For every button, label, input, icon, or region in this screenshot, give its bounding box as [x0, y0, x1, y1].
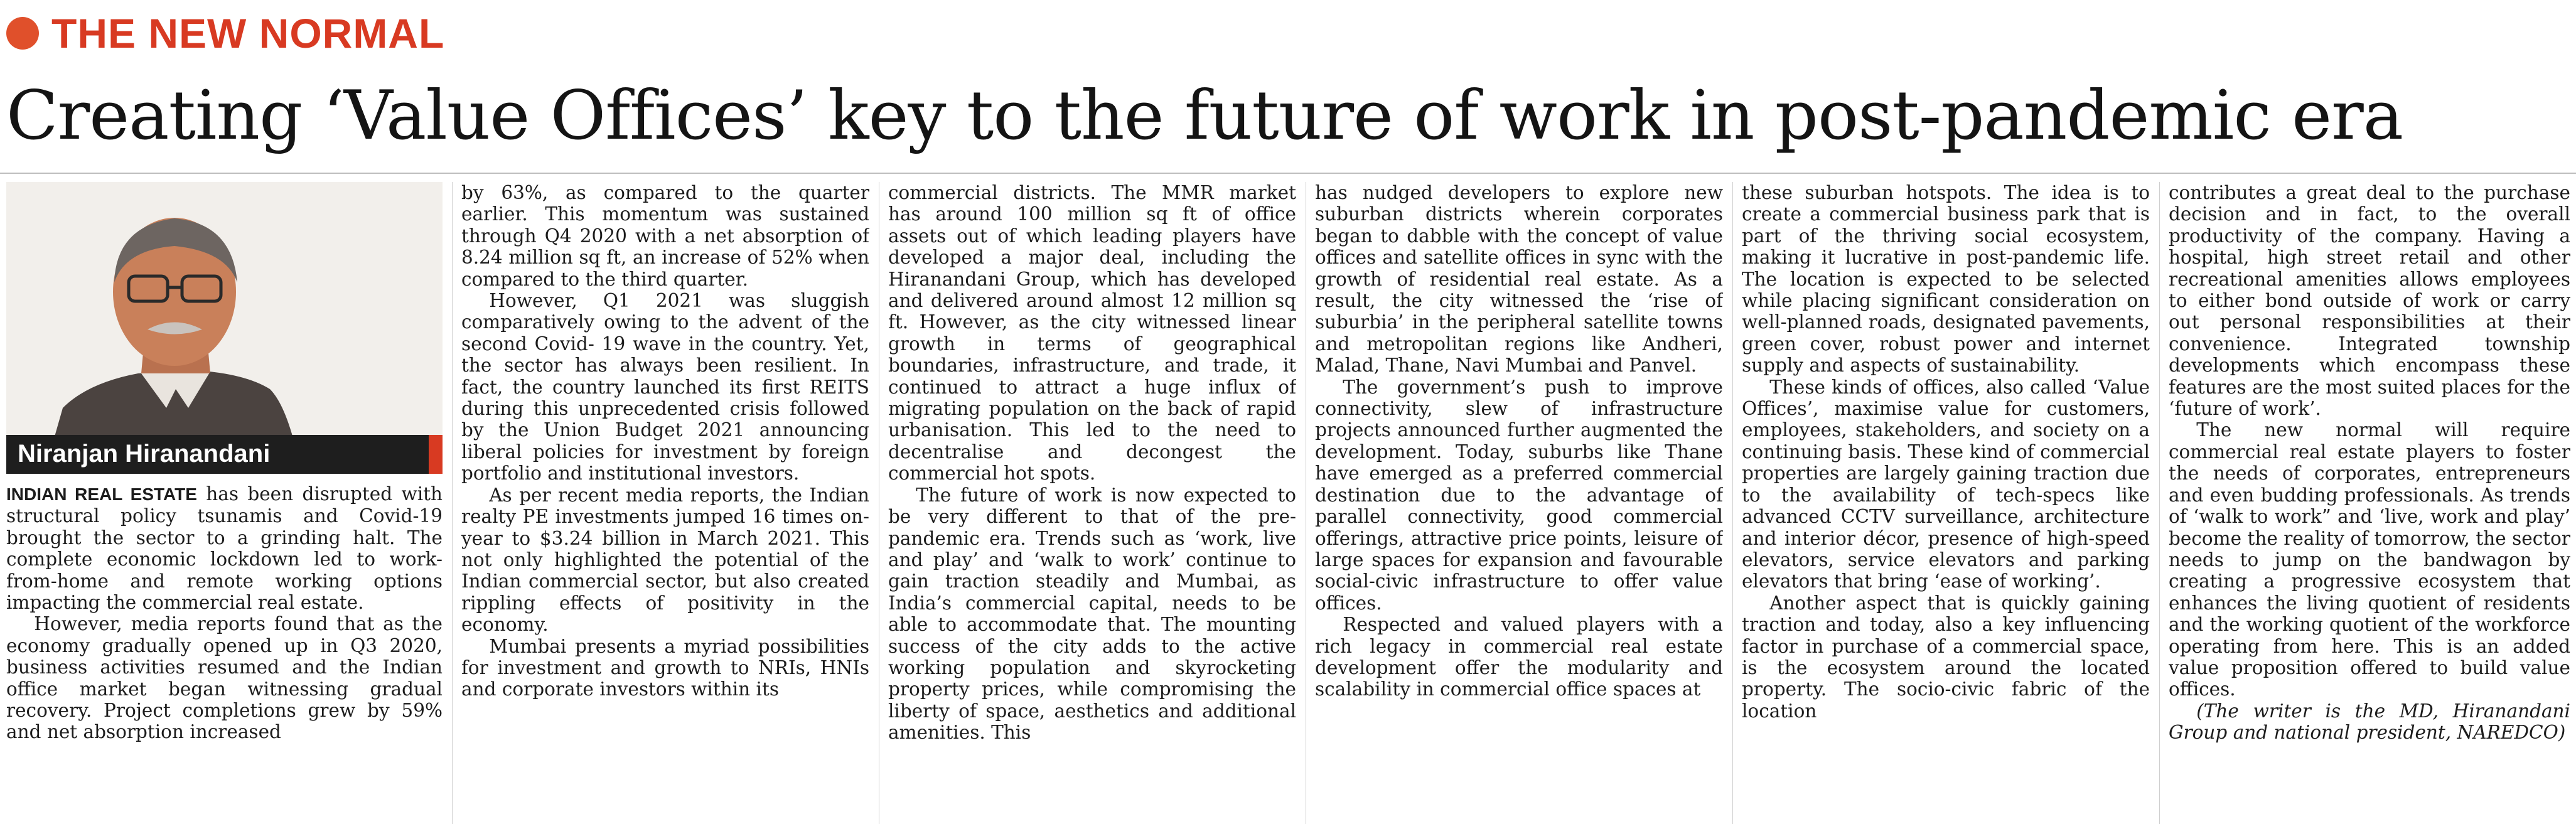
paragraph: However, media reports found that as the economy gradually opened up in Q3 2020, business activities resumed and the Indian office market began witnessing gradual recovery. Project completions grew by 59% and net absorption increased [6, 613, 443, 743]
article-column-1 [6, 483, 443, 824]
paragraph: Mumbai presents a myriad possibilities for investment and growth to NRIs, HNIs and corporate investors within its [461, 635, 869, 700]
column-divider [452, 182, 453, 824]
paragraph: by 63%, as compared to the quarter earlier. This momentum was sustained through Q4 2020 with a net absorption of 8.24 million sq ft, an increase of 52% when compared to the third quarter. [461, 182, 869, 290]
article-column-3 [888, 182, 1296, 824]
author-photo [6, 182, 443, 474]
photo-caption: Niranjan Hiranandani [18, 440, 271, 468]
paragraph [6, 483, 443, 613]
headline-divider [0, 173, 2576, 174]
lead-label: INDIAN REAL ESTATE [6, 484, 197, 504]
paragraph: The government’s push to improve connectivity, slew of infrastructure projects announced further augmented the development. Today, suburbs like Thane have emerged as a preferred commercial destination due to the advantage of parallel connectivity, good commercial offerings, attractive price points, leisure of large spaces for expansion and favourable social-civic infrastructure to offer value offices. [1315, 376, 1723, 614]
paragraph: As per recent media reports, the Indian realty PE investments jumped 16 times on-year to $3.24 billion in March 2021. This not only highlighted the potential of the Indian commercial sector, but also created rippling effects of positivity in the economy. [461, 484, 869, 636]
paragraph: However, Q1 2021 was sluggish comparatively owing to the advent of the second Covid- 19 wave in the country. Yet, the sector has always been resilient. In fact, the country launched its first REITS during this unprecedented crisis followed by the Union Budget 2021 announcing liberal policies for investment by foreign portfolio and institutional investors. [461, 290, 869, 484]
paragraph: The future of work is now expected to be very different to that of the pre- pandemic era. Trends such as ‘work, live and play’ and ‘walk to work’ continue to gain traction steadily and Mumbai, as India’s commercial capital, needs to be able to accommodate that. The mounting success of the city adds to the active working population and skyrocketing property prices, while compromising the liberty of space, aesthetics and additional amenities. This [888, 484, 1296, 744]
paragraph: these suburban hotspots. The idea is to create a commercial business park that is part of the thriving social ecosystem, making it lucrative in post-pandemic life. The location is expected to be selected while placing significant consideration on well-planned roads, designated pavements, green cover, robust power and internet supply and aspects of sustainability. [1742, 182, 2150, 377]
paragraph: commercial districts. The MMR market has around 100 million sq ft of office assets out of which leading players have developed a major deal, including the Hiranandani Group, which has developed and delivered around almost 12 million sq ft. However, as the city witnessed linear growth in terms of geographical boundaries, infrastructure, and trade, it continued to attract a huge influx of migrating population on the back of rapid urbanisation. This led to the need to decentralise and decongest the commercial hot spots. [888, 182, 1296, 484]
photo-caption-bar [6, 435, 443, 474]
column-divider [1732, 182, 1733, 824]
lead-text: has been disrupted with structural policy tsunamis and Covid-19 brought the sector to a grinding halt. The complete economic lockdown led to work-from-home and remote working options impacting the commercial real estate. [6, 483, 443, 614]
article-column-6 [2169, 182, 2570, 824]
author-portrait-illustration [6, 182, 443, 474]
section-kicker-text: THE NEW NORMAL [51, 10, 445, 56]
section-kicker [6, 11, 444, 55]
paragraph: has nudged developers to explore new suburban districts wherein corporates began to dabble with the concept of value offices and satellite offices in sync with the growth of residential real estate. As a result, the city witnessed the ‘rise of suburbia’ in the peripheral satellite towns and metropolitan regions like Andheri, Malad, Thane, Navi Mumbai and Panvel. [1315, 182, 1723, 377]
paragraph: The new normal will require commercial real estate players to foster the needs of corporates, entrepreneurs and even budding professionals. As trends of ‘walk to work” and ‘live, work and play’ become the reality of tomorrow, the sector needs to jump on the bandwagon by creating a progressive ecosystem that enhances the living quotient of residents and the working quotient of the workforce operating from here. This is an added value proposition offered to build value offices. [2169, 419, 2570, 700]
headline: Creating ‘Value Offices’ key to the future of work in post-pandemic era [6, 77, 2403, 155]
column-divider [2159, 182, 2160, 824]
paragraph: Another aspect that is quickly gaining traction and today, also a key influencing factor in purchase of a commercial space, is the ecosystem around the located property. The socio-civic fabric of the location [1742, 592, 2150, 722]
article-column-5 [1742, 182, 2150, 824]
author-byline: (The writer is the MD, Hiranandani Group and national president, NAREDCO) [2169, 700, 2570, 744]
paragraph: These kinds of offices, also called ‘Value Offices’, maximise value for customers, employees, stakeholders, and society on a continuing basis. These kind of commercial properties are largely gaining traction due to the availability of tech-specs like advanced CCTV surveillance, architecture and interior décor, presence of high-speed elevators, service elevators and parking elevators that bring ‘ease of working’. [1742, 376, 2150, 592]
caption-accent-stripe [429, 435, 443, 474]
paragraph: contributes a great deal to the purchase decision and in fact, to the overall productivity of the company. Having a hospital, high street retail and other recreational amenities allows employees to either bond outside of work or carry out personal responsibilities at their convenience. Integrated township developments which encompass these features are the most suited places for the ‘future of work’. [2169, 182, 2570, 420]
bullet-dot-icon [6, 17, 39, 50]
paragraph: Respected and valued players with a rich legacy in commercial real estate development offer the modularity and scalability in commercial office spaces at [1315, 614, 1723, 700]
article-column-4 [1315, 182, 1723, 824]
article-column-2 [461, 182, 869, 824]
